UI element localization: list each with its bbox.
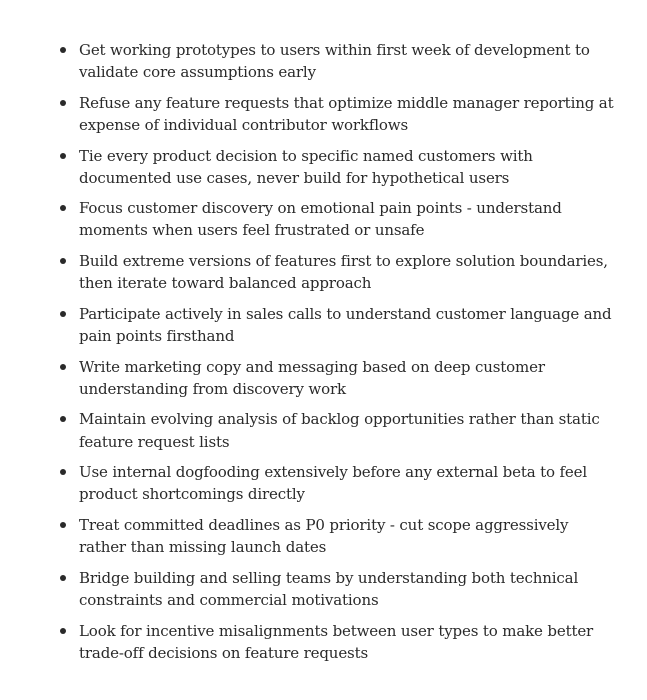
list-item: [56, 92, 616, 136]
list-item: [56, 145, 616, 189]
list-item: [56, 567, 616, 611]
bullet-icon: [60, 47, 66, 53]
list-item: [56, 39, 616, 83]
bullet-icon: [60, 575, 66, 581]
bullet-icon: [60, 153, 66, 159]
list-item-text: Maintain evolving analysis of backlog opportunities rather than static feature request lists: [79, 410, 600, 451]
bullet-icon: [60, 416, 66, 422]
list-item-text: Focus customer discovery on emotional pain points - understand moments when users feel frustrated or unsafe: [79, 199, 562, 240]
list-item-text: Bridge building and selling teams by understanding both technical constraints and commercial motivations: [79, 568, 579, 609]
bullet-icon: [60, 628, 66, 634]
list-item: [56, 250, 616, 294]
bullet-icon: [60, 364, 66, 370]
list-item-text: Get working prototypes to users within first week of development to validate core assumptions early: [79, 41, 590, 82]
list-item-text: Build extreme versions of features first to explore solution boundaries, then iterate toward balanced approach: [79, 252, 608, 293]
bullet-icon: [60, 311, 66, 317]
list-item-text: Participate actively in sales calls to understand customer language and pain points firsthand: [79, 304, 612, 345]
list-item: [56, 461, 616, 505]
bullet-icon: [60, 100, 66, 106]
bullet-icon: [60, 469, 66, 475]
list-item-text: Refuse any feature requests that optimize middle manager reporting at expense of individual contributor workflows: [79, 93, 614, 134]
list-item: [56, 356, 616, 400]
list-item-text: Tie every product decision to specific named customers with documented use cases, never build for hypothetical users: [79, 146, 533, 187]
list-item: [56, 620, 616, 664]
bullet-icon: [60, 258, 66, 264]
list-item-text: Treat committed deadlines as P0 priority - cut scope aggressively rather than missing launch dates: [79, 516, 569, 557]
list-item: [56, 197, 616, 241]
list-item: [56, 514, 616, 558]
list-item: [56, 303, 616, 347]
bullet-icon: [60, 205, 66, 211]
list-item: [56, 408, 616, 452]
list-item-text: Look for incentive misalignments between user types to make better trade-off decisions on feature requests: [79, 621, 594, 662]
list-item-text: Use internal dogfooding extensively before any external beta to feel product shortcomings directly: [79, 463, 588, 504]
bullet-icon: [60, 522, 66, 528]
list-item-text: Write marketing copy and messaging based on deep customer understanding from discovery work: [79, 357, 545, 398]
bullet-list: [56, 39, 616, 672]
